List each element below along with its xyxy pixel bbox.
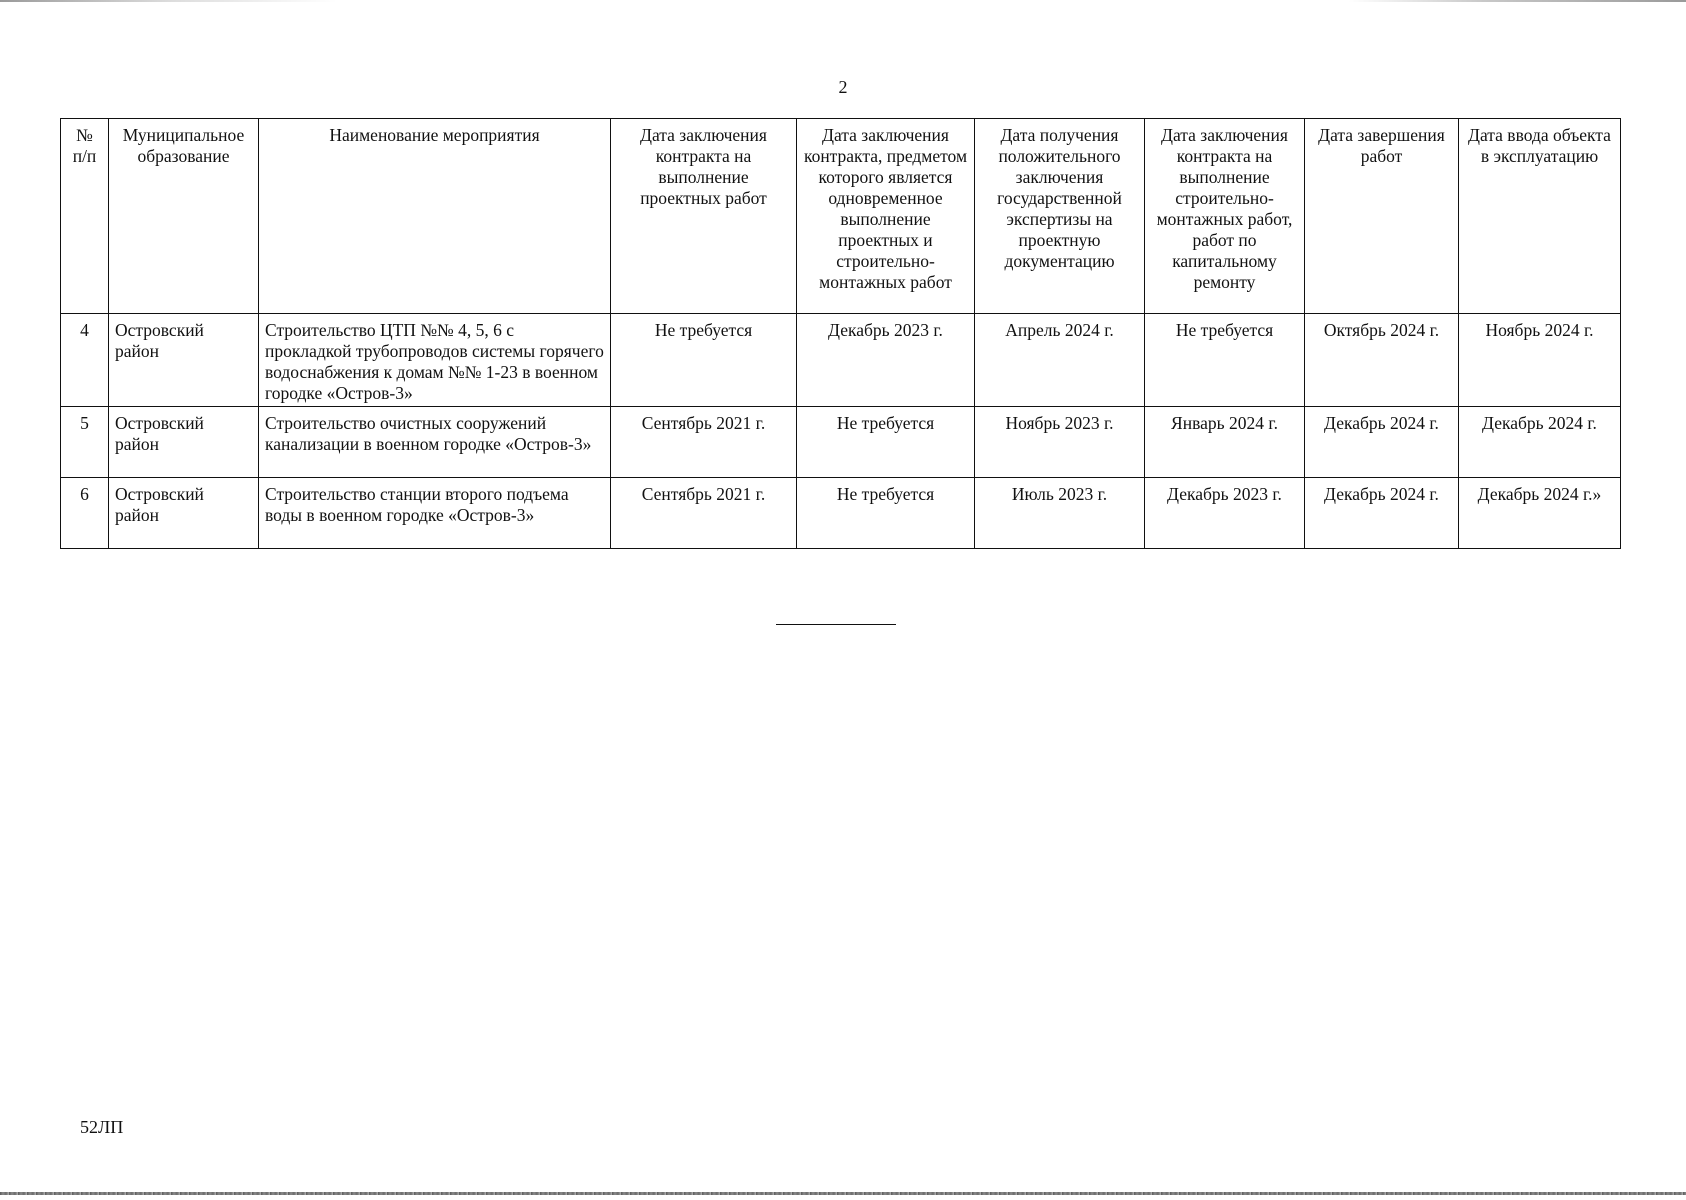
header-completion-date: Дата завершения работ bbox=[1305, 119, 1459, 314]
header-combined-contract-date: Дата заключения контракта, предметом которого является одновременное выполнение проектных и строительно-монтажных работ bbox=[797, 119, 975, 314]
cell-number: 6 bbox=[61, 478, 109, 549]
cell-municipality: Островский район bbox=[109, 314, 259, 407]
scan-edge-top bbox=[0, 0, 1686, 2]
cell-activity-name: Строительство очистных сооружений канализации в военном городке «Остров-3» bbox=[259, 407, 611, 478]
cell-municipality: Островский район bbox=[109, 407, 259, 478]
cell-design-contract-date: Сентябрь 2021 г. bbox=[611, 407, 797, 478]
cell-design-contract-date: Сентябрь 2021 г. bbox=[611, 478, 797, 549]
cell-number: 4 bbox=[61, 314, 109, 407]
header-commissioning-date: Дата ввода объекта в эксплуатацию bbox=[1459, 119, 1621, 314]
cell-commissioning-date: Декабрь 2024 г. bbox=[1459, 407, 1621, 478]
document-code: 52ЛП bbox=[80, 1117, 124, 1137]
cell-activity-name: Строительство ЦТП №№ 4, 5, 6 с прокладкой трубопроводов системы горячего водоснабжения к домам №№ 1-23 в военном городке «Остров-3» bbox=[259, 314, 611, 407]
cell-expertise-date: Ноябрь 2023 г. bbox=[975, 407, 1145, 478]
page-number: 2 bbox=[838, 77, 848, 97]
cell-expertise-date: Июль 2023 г. bbox=[975, 478, 1145, 549]
table-row bbox=[61, 314, 1621, 407]
schedule-table bbox=[60, 118, 1621, 549]
cell-completion-date: Октябрь 2024 г. bbox=[1305, 314, 1459, 407]
table-row bbox=[61, 407, 1621, 478]
cell-number: 5 bbox=[61, 407, 109, 478]
cell-activity-name: Строительство станции второго подъема воды в военном городке «Остров-3» bbox=[259, 478, 611, 549]
cell-combined-contract-date: Не требуется bbox=[797, 478, 975, 549]
cell-municipality: Островский район bbox=[109, 478, 259, 549]
cell-combined-contract-date: Не требуется bbox=[797, 407, 975, 478]
end-of-document-line bbox=[776, 624, 896, 625]
header-municipality: Муниципальное образование bbox=[109, 119, 259, 314]
cell-construction-contract-date: Не требуется bbox=[1145, 314, 1305, 407]
header-expertise-date: Дата получения положительного заключения государственной экспертизы на проектную документацию bbox=[975, 119, 1145, 314]
cell-commissioning-date: Ноябрь 2024 г. bbox=[1459, 314, 1621, 407]
header-number: № п/п bbox=[61, 119, 109, 314]
cell-construction-contract-date: Декабрь 2023 г. bbox=[1145, 478, 1305, 549]
table-header-row bbox=[61, 119, 1621, 314]
header-activity-name: Наименование мероприятия bbox=[259, 119, 611, 314]
cell-design-contract-date: Не требуется bbox=[611, 314, 797, 407]
cell-completion-date: Декабрь 2024 г. bbox=[1305, 407, 1459, 478]
cell-construction-contract-date: Январь 2024 г. bbox=[1145, 407, 1305, 478]
header-construction-contract-date: Дата заключения контракта на выполнение строительно-монтажных работ, работ по капитальному ремонту bbox=[1145, 119, 1305, 314]
cell-combined-contract-date: Декабрь 2023 г. bbox=[797, 314, 975, 407]
scan-edge-bottom bbox=[0, 1192, 1686, 1195]
cell-expertise-date: Апрель 2024 г. bbox=[975, 314, 1145, 407]
cell-commissioning-date: Декабрь 2024 г.» bbox=[1459, 478, 1621, 549]
table-row bbox=[61, 478, 1621, 549]
header-design-contract-date: Дата заключения контракта на выполнение проектных работ bbox=[611, 119, 797, 314]
cell-completion-date: Декабрь 2024 г. bbox=[1305, 478, 1459, 549]
